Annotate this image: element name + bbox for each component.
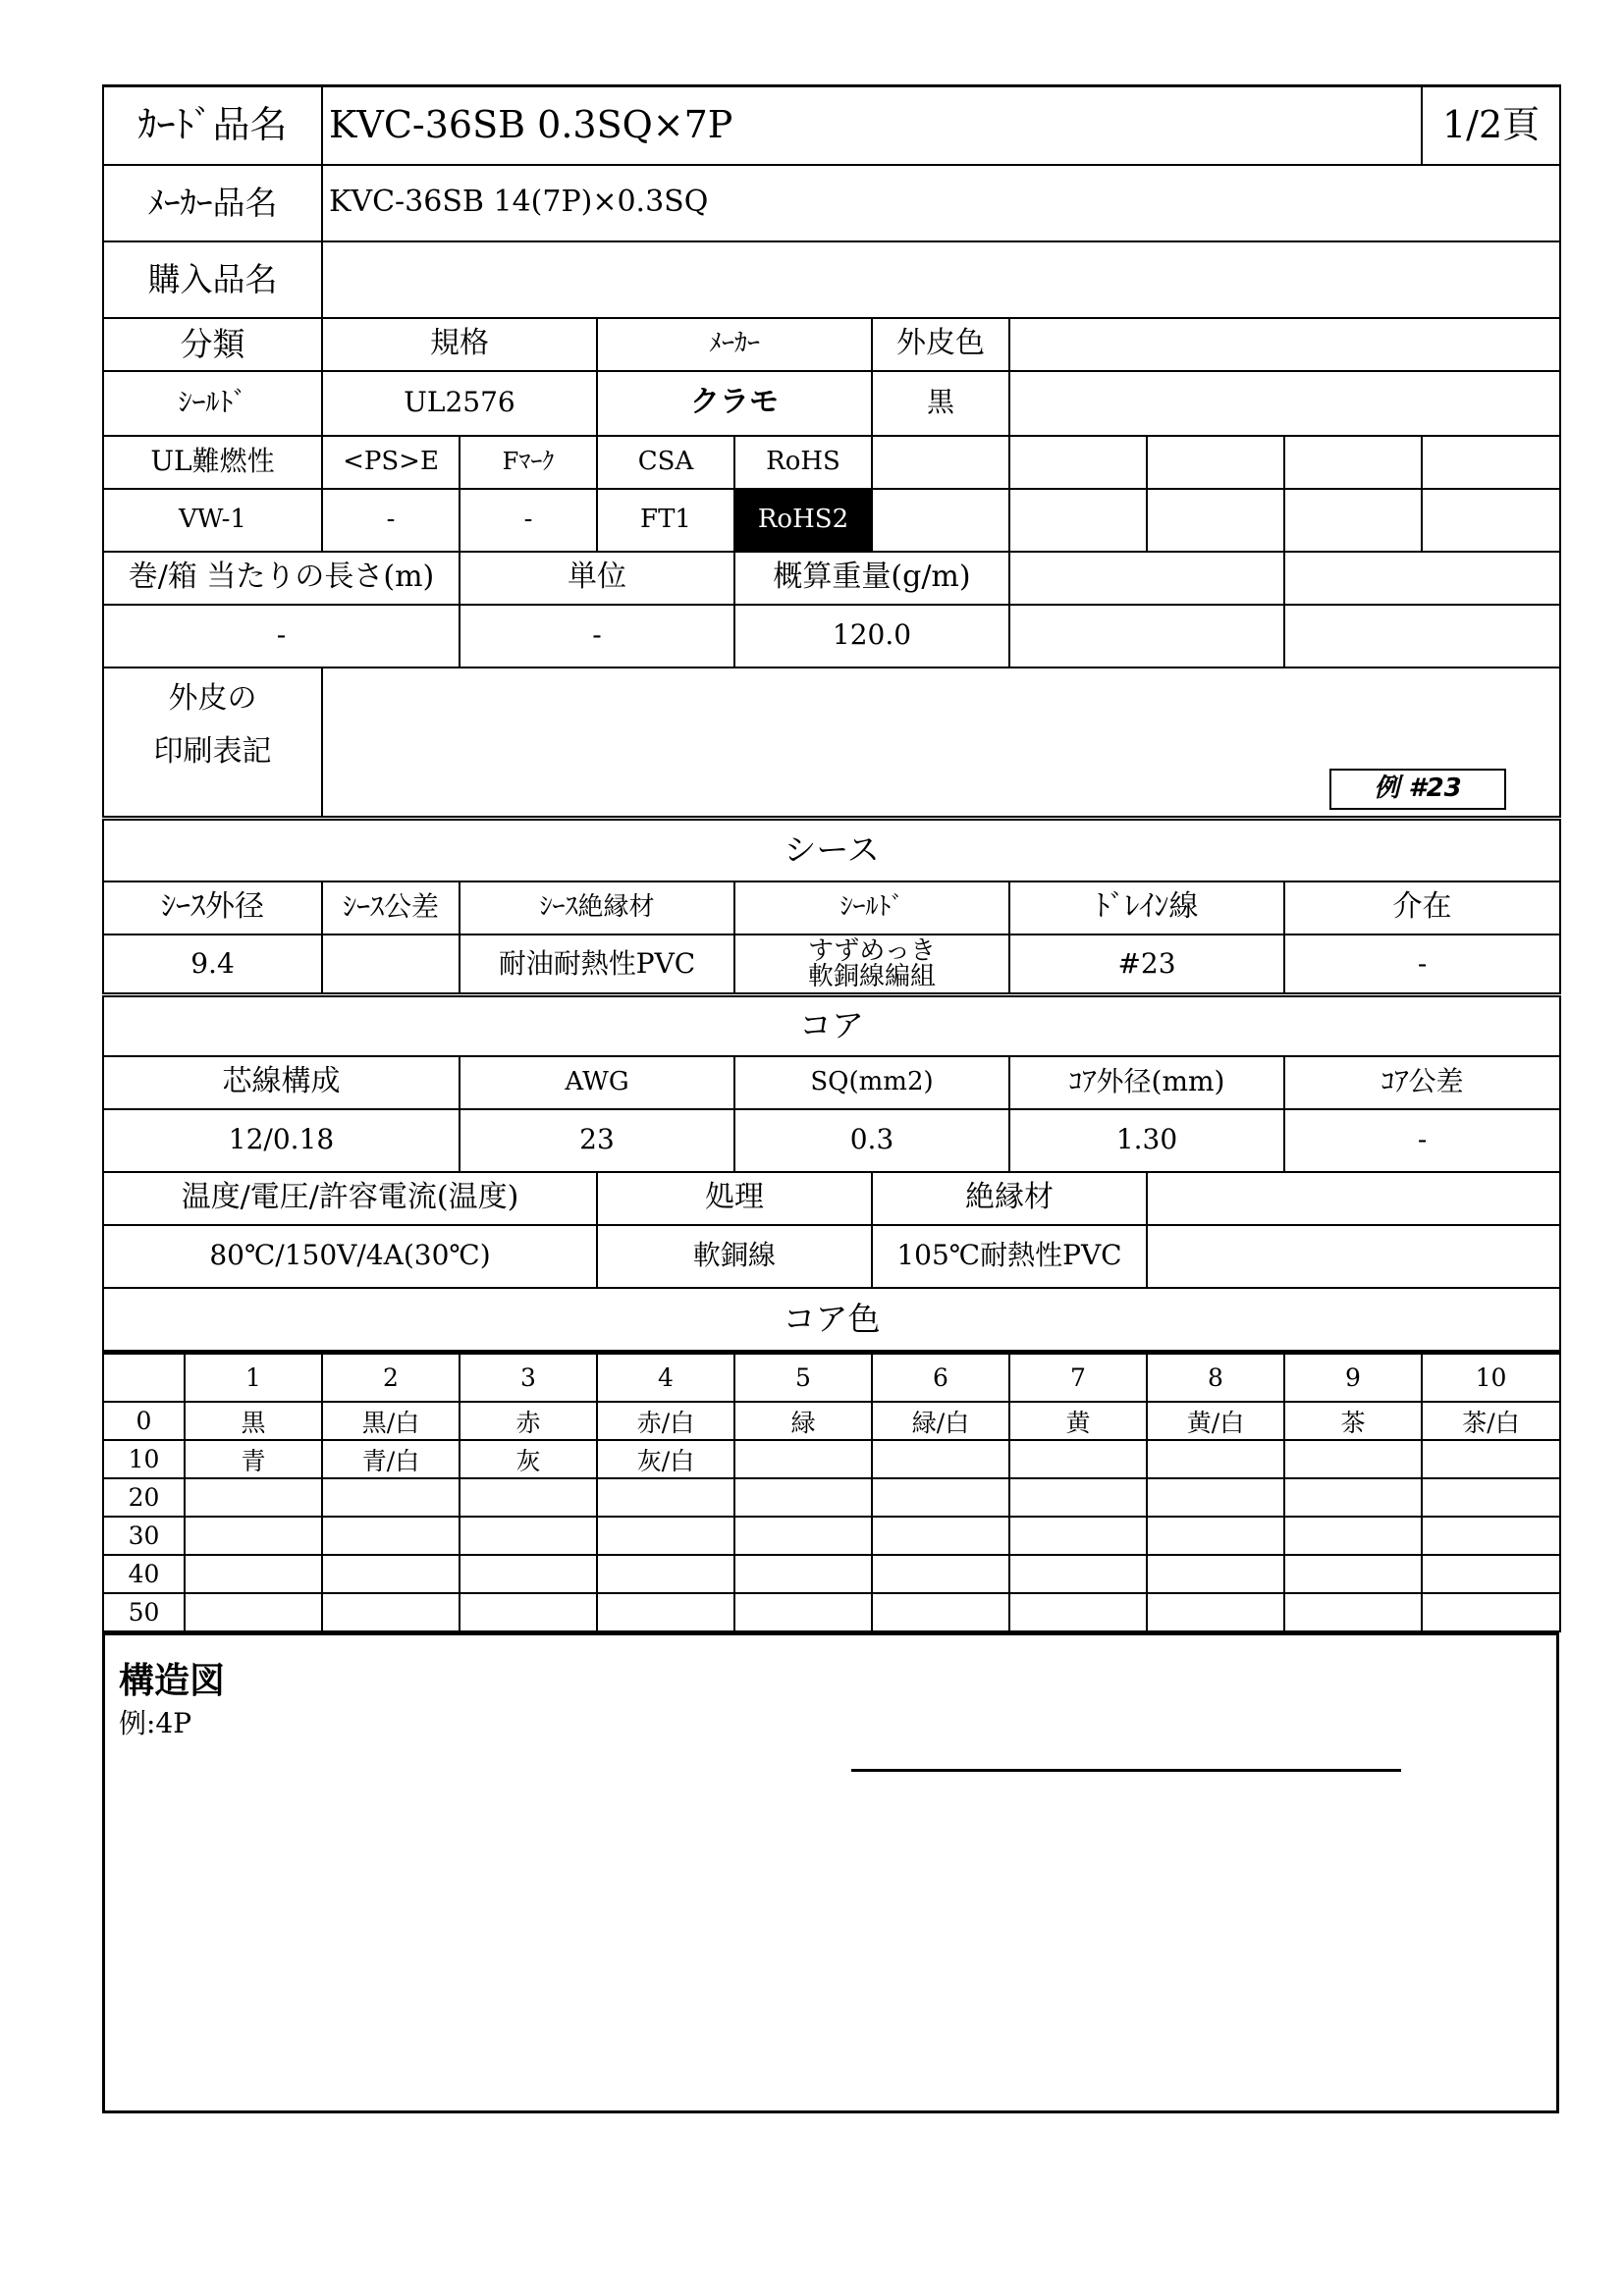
maker-name-value: KVC-36SB 14(7P)×0.3SQ bbox=[322, 165, 1560, 241]
approx-weight-value: 120.0 bbox=[734, 605, 1009, 667]
core-color-cell bbox=[185, 1517, 322, 1555]
core-color-cell bbox=[597, 1478, 734, 1517]
core-values2-empty bbox=[1147, 1225, 1560, 1288]
sq-value: 0.3 bbox=[734, 1109, 1009, 1172]
filler-label: 介在 bbox=[1284, 881, 1560, 934]
cert-empty-3 bbox=[1147, 436, 1284, 489]
jacket-print-label-line1: 外皮の bbox=[168, 680, 257, 716]
core-color-row bbox=[103, 1440, 1560, 1478]
core-color-cell bbox=[322, 1555, 460, 1593]
core-color-cell: 黒 bbox=[185, 1402, 322, 1440]
drain-wire-label: ﾄﾞﾚｲﾝ線 bbox=[1009, 881, 1284, 934]
approx-weight-label: 概算重量(g/m) bbox=[734, 552, 1009, 605]
structure-title: 構造図 bbox=[119, 1661, 226, 1701]
sheath-insulation-label: ｼｰｽ絶縁材 bbox=[460, 881, 734, 934]
filler-value: - bbox=[1284, 934, 1560, 995]
core-od-value: 1.30 bbox=[1009, 1109, 1284, 1172]
core-color-col-10: 10 bbox=[1422, 1353, 1560, 1402]
core-color-cell bbox=[597, 1555, 734, 1593]
core-color-cell bbox=[1147, 1555, 1284, 1593]
core-color-cell: 赤/白 bbox=[597, 1402, 734, 1440]
sq-label: SQ(mm2) bbox=[734, 1056, 1009, 1109]
core-color-cell bbox=[1009, 1440, 1147, 1478]
core-color-cell: 黄 bbox=[1009, 1402, 1147, 1440]
cert-empty-2 bbox=[1009, 436, 1147, 489]
core-color-cell bbox=[734, 1555, 872, 1593]
insulation-label: 絶縁材 bbox=[872, 1172, 1147, 1225]
core-color-cell bbox=[1422, 1440, 1560, 1478]
core-color-cell bbox=[1284, 1440, 1422, 1478]
core-color-cell bbox=[1422, 1555, 1560, 1593]
treatment-label: 処理 bbox=[597, 1172, 872, 1225]
core-color-cell bbox=[1009, 1517, 1147, 1555]
length-per-reel-label: 巻/箱 当たりの長さ(m) bbox=[103, 552, 460, 605]
core-tolerance-value: - bbox=[1284, 1109, 1560, 1172]
purchase-name-value bbox=[322, 241, 1560, 318]
card-name-label: ｶｰﾄﾞ品名 bbox=[103, 86, 322, 165]
core-color-row-label: 30 bbox=[103, 1517, 185, 1555]
core-color-row-label: 10 bbox=[103, 1440, 185, 1478]
core-color-cell bbox=[322, 1517, 460, 1555]
cert-empty-1 bbox=[872, 436, 1009, 489]
core-title: コア bbox=[103, 995, 1560, 1056]
awg-value: 23 bbox=[460, 1109, 734, 1172]
rohs-label: RoHS bbox=[734, 436, 872, 489]
core-color-cell bbox=[1284, 1478, 1422, 1517]
core-color-cell bbox=[460, 1478, 597, 1517]
shield-value bbox=[734, 934, 1009, 995]
core-color-cell bbox=[1147, 1478, 1284, 1517]
unit-label: 単位 bbox=[460, 552, 734, 605]
shield-label: ｼｰﾙﾄﾞ bbox=[734, 881, 1009, 934]
core-color-cell bbox=[597, 1517, 734, 1555]
insulation-value: 105℃耐熱性PVC bbox=[872, 1225, 1147, 1288]
core-color-cell bbox=[185, 1478, 322, 1517]
print-example-box: 例 #23 bbox=[1329, 769, 1506, 810]
core-color-cell bbox=[322, 1478, 460, 1517]
conductor-composition-value: 12/0.18 bbox=[103, 1109, 460, 1172]
core-color-cell bbox=[1284, 1555, 1422, 1593]
core-color-cell bbox=[597, 1593, 734, 1631]
core-color-cell bbox=[1422, 1517, 1560, 1555]
core-color-cell: 灰 bbox=[460, 1440, 597, 1478]
core-color-cell bbox=[872, 1555, 1009, 1593]
ul-flame-label: UL難燃性 bbox=[103, 436, 322, 489]
core-color-cell bbox=[734, 1478, 872, 1517]
classification-value: ｼｰﾙﾄﾞ bbox=[103, 371, 322, 436]
core-color-cell bbox=[872, 1593, 1009, 1631]
awg-label: AWG bbox=[460, 1056, 734, 1109]
card-name-value: KVC-36SB 0.3SQ×7P bbox=[322, 86, 1422, 165]
core-color-row-label: 50 bbox=[103, 1593, 185, 1631]
core-color-cell bbox=[872, 1440, 1009, 1478]
jacket-color-label: 外皮色 bbox=[872, 318, 1009, 371]
pse-label: <PS>E bbox=[322, 436, 460, 489]
core-color-cell: 茶/白 bbox=[1422, 1402, 1560, 1440]
core-color-col-9: 9 bbox=[1284, 1353, 1422, 1402]
csa-label: CSA bbox=[597, 436, 734, 489]
core-color-cell: 赤 bbox=[460, 1402, 597, 1440]
core-color-col-1: 1 bbox=[185, 1353, 322, 1402]
spec-sheet bbox=[102, 84, 1559, 2113]
purchase-name-label: 購入品名 bbox=[103, 241, 322, 318]
sheath-insulation-value: 耐油耐熱性PVC bbox=[460, 934, 734, 995]
standard-value: UL2576 bbox=[322, 371, 597, 436]
rohs-value: RoHS2 bbox=[734, 489, 872, 552]
core-color-cell bbox=[1284, 1593, 1422, 1631]
core-color-row bbox=[103, 1478, 1560, 1517]
core-color-row-label: 40 bbox=[103, 1555, 185, 1593]
core-color-cell bbox=[872, 1478, 1009, 1517]
core-color-cell bbox=[1422, 1478, 1560, 1517]
core-color-table bbox=[102, 1352, 1561, 1633]
temp-voltage-current-value: 80℃/150V/4A(30℃) bbox=[103, 1225, 597, 1288]
f-mark-label: Fﾏｰｸ bbox=[460, 436, 597, 489]
core-color-cell: 緑 bbox=[734, 1402, 872, 1440]
core-color-cell bbox=[185, 1555, 322, 1593]
core-color-cell bbox=[1147, 1517, 1284, 1555]
sheath-tolerance-value bbox=[322, 934, 460, 995]
core-color-row bbox=[103, 1517, 1560, 1555]
f-mark-value: - bbox=[460, 489, 597, 552]
length-value-empty-1 bbox=[1009, 605, 1284, 667]
jacket-print-label bbox=[103, 667, 322, 819]
core-od-label: ｺｱ外径(mm) bbox=[1009, 1056, 1284, 1109]
length-empty-2 bbox=[1284, 552, 1560, 605]
sheath-title: シース bbox=[103, 819, 1560, 881]
sheath-od-value: 9.4 bbox=[103, 934, 322, 995]
core-color-cell: 黒/白 bbox=[322, 1402, 460, 1440]
structure-diagram-area bbox=[102, 1632, 1559, 2113]
core-color-col-4: 4 bbox=[597, 1353, 734, 1402]
core-color-cell bbox=[322, 1593, 460, 1631]
core-color-cell bbox=[1009, 1478, 1147, 1517]
standard-label: 規格 bbox=[322, 318, 597, 371]
core-color-col-6: 6 bbox=[872, 1353, 1009, 1402]
structure-line bbox=[851, 1769, 1401, 1772]
page-number: 1/2頁 bbox=[1422, 86, 1560, 165]
csa-value: FT1 bbox=[597, 489, 734, 552]
unit-value: - bbox=[460, 605, 734, 667]
jacket-print-label-line2: 印刷表記 bbox=[153, 733, 272, 769]
core-color-row-label: 0 bbox=[103, 1402, 185, 1440]
core-color-cell: 茶 bbox=[1284, 1402, 1422, 1440]
core-color-cell: 青 bbox=[185, 1440, 322, 1478]
maker-label: ﾒｰｶｰ bbox=[597, 318, 872, 371]
drain-wire-value: #23 bbox=[1009, 934, 1284, 995]
spec-table bbox=[102, 84, 1561, 1352]
core-color-cell bbox=[1009, 1555, 1147, 1593]
maker-value: クラモ bbox=[597, 371, 872, 436]
core-color-row bbox=[103, 1402, 1560, 1440]
core-color-col-8: 8 bbox=[1147, 1353, 1284, 1402]
shield-value-line1: すずめっき bbox=[807, 935, 936, 966]
cert-value-empty-3 bbox=[1147, 489, 1284, 552]
classification-label: 分類 bbox=[103, 318, 322, 371]
jacket-print-value bbox=[322, 667, 1560, 819]
core-color-cell: 灰/白 bbox=[597, 1440, 734, 1478]
core-color-cell bbox=[734, 1517, 872, 1555]
cert-empty-5 bbox=[1422, 436, 1560, 489]
core-color-col-3: 3 bbox=[460, 1353, 597, 1402]
core-color-cell bbox=[1284, 1517, 1422, 1555]
core-color-cell bbox=[1147, 1440, 1284, 1478]
sheath-od-label: ｼｰｽ外径 bbox=[103, 881, 322, 934]
core-labels2-empty bbox=[1147, 1172, 1560, 1225]
core-color-cell bbox=[1009, 1593, 1147, 1631]
classification-empty bbox=[1009, 318, 1560, 371]
conductor-composition-label: 芯線構成 bbox=[103, 1056, 460, 1109]
core-color-cell: 黄/白 bbox=[1147, 1402, 1284, 1440]
cert-value-empty-1 bbox=[872, 489, 1009, 552]
shield-value-line2: 軟銅線編組 bbox=[807, 961, 936, 991]
treatment-value: 軟銅線 bbox=[597, 1225, 872, 1288]
core-color-cell bbox=[185, 1593, 322, 1631]
core-color-col-7: 7 bbox=[1009, 1353, 1147, 1402]
structure-example: 例:4P bbox=[119, 1707, 192, 1739]
cert-value-empty-4 bbox=[1284, 489, 1422, 552]
length-value-empty-2 bbox=[1284, 605, 1560, 667]
temp-voltage-current-label: 温度/電圧/許容電流(温度) bbox=[103, 1172, 597, 1225]
cert-empty-4 bbox=[1284, 436, 1422, 489]
core-color-cell: 青/白 bbox=[322, 1440, 460, 1478]
maker-name-label: ﾒｰｶｰ品名 bbox=[103, 165, 322, 241]
core-color-cell bbox=[460, 1593, 597, 1631]
core-color-cell bbox=[734, 1440, 872, 1478]
cert-value-empty-2 bbox=[1009, 489, 1147, 552]
core-color-row bbox=[103, 1593, 1560, 1631]
core-color-cell bbox=[460, 1517, 597, 1555]
pse-value: - bbox=[322, 489, 460, 552]
core-color-cell bbox=[1422, 1593, 1560, 1631]
core-tolerance-label: ｺｱ公差 bbox=[1284, 1056, 1560, 1109]
core-color-corner bbox=[103, 1353, 185, 1402]
ul-flame-value: VW-1 bbox=[103, 489, 322, 552]
core-color-row bbox=[103, 1555, 1560, 1593]
classification-value-empty bbox=[1009, 371, 1560, 436]
cert-value-empty-5 bbox=[1422, 489, 1560, 552]
core-color-cell bbox=[1147, 1593, 1284, 1631]
core-color-cell bbox=[734, 1593, 872, 1631]
core-color-col-5: 5 bbox=[734, 1353, 872, 1402]
length-per-reel-value: - bbox=[103, 605, 460, 667]
core-color-col-2: 2 bbox=[322, 1353, 460, 1402]
length-empty-1 bbox=[1009, 552, 1284, 605]
core-color-title: コア色 bbox=[103, 1288, 1560, 1351]
jacket-color-value: 黒 bbox=[872, 371, 1009, 436]
core-color-row-label: 20 bbox=[103, 1478, 185, 1517]
core-color-cell: 緑/白 bbox=[872, 1402, 1009, 1440]
core-color-cell bbox=[872, 1517, 1009, 1555]
sheath-tolerance-label: ｼｰｽ公差 bbox=[322, 881, 460, 934]
core-color-cell bbox=[460, 1555, 597, 1593]
